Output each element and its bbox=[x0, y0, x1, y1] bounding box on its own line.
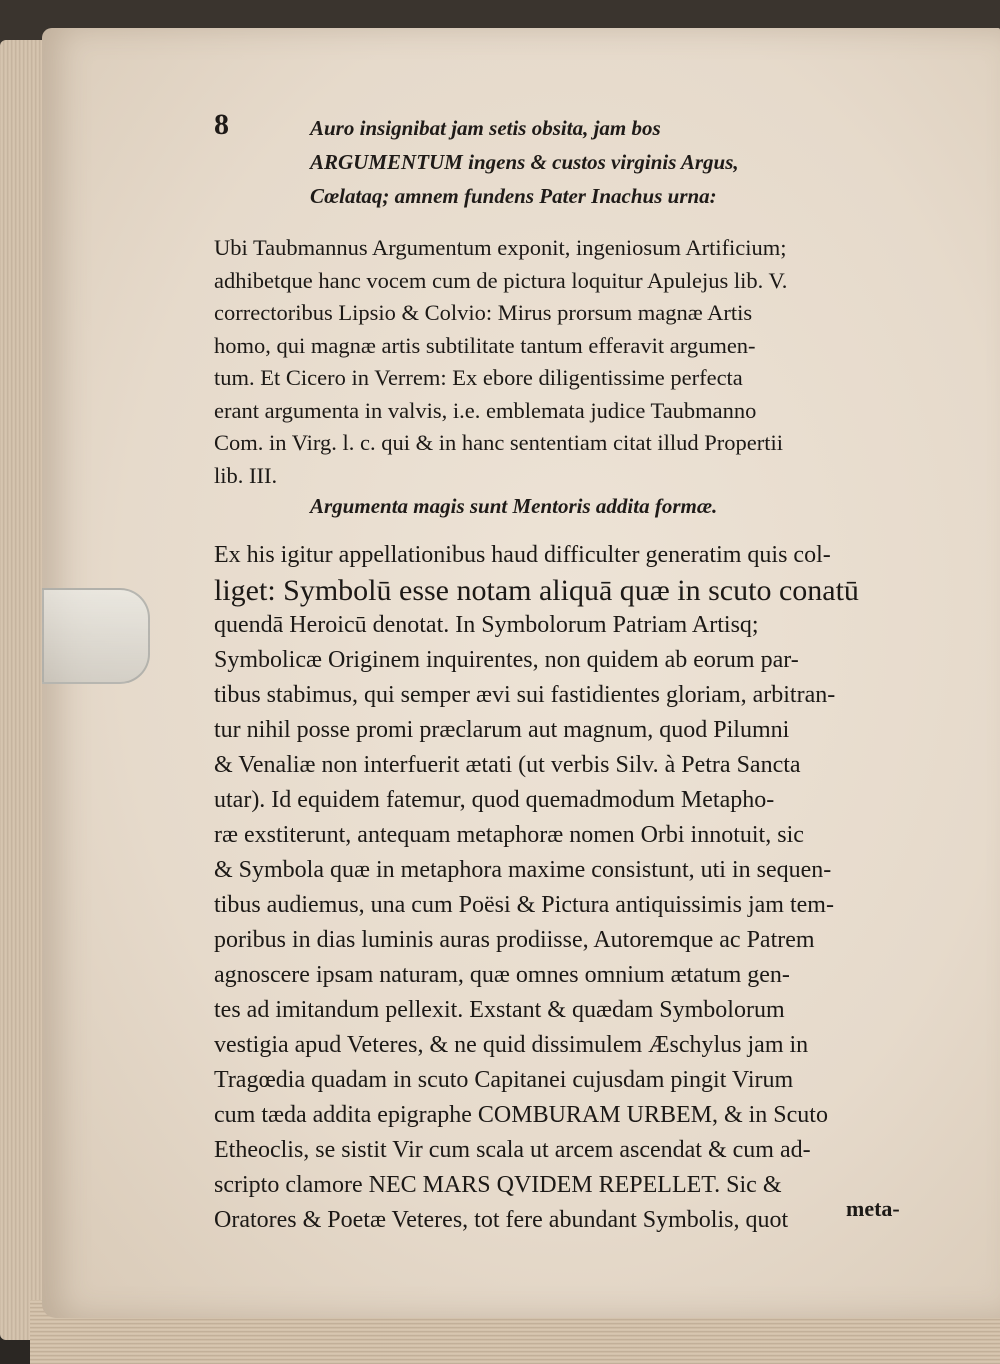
text-line: quendā Heroicū denotat. In Symbolorum Patriam Artisq; bbox=[214, 612, 759, 638]
text-line: adhibetque hanc vocem cum de pictura loquitur Apulejus lib. V. bbox=[214, 267, 788, 293]
page-clip bbox=[42, 588, 150, 684]
text-line: liget: Symbolū esse notam aliquā quæ in scuto conatū bbox=[214, 574, 859, 607]
text-line: tes ad imitandum pellexit. Exstant & quædam Symbolorum bbox=[214, 997, 785, 1023]
text-line: homo, qui magnæ artis subtilitate tantum efferavit argumen- bbox=[214, 332, 756, 358]
text-line: Ex his igitur appellationibus haud difficulter generatim quis col- bbox=[214, 542, 831, 568]
text-line: erant argumenta in valvis, i.e. emblemata judice Taubmanno bbox=[214, 397, 757, 423]
paragraph-1 bbox=[214, 232, 934, 492]
text-line: tibus stabimus, qui semper ævi sui fastidientes gloriam, arbitran- bbox=[214, 682, 836, 708]
text-line: vestigia apud Veteres, & ne quid dissimulem Æschylus jam in bbox=[214, 1032, 809, 1058]
paragraph-2 bbox=[214, 538, 934, 1238]
verse-line-3: Cœlataq; amnem fundens Pater Inachus urna: bbox=[310, 184, 717, 208]
catchword: meta- bbox=[846, 1196, 900, 1221]
text-line: scripto clamore NEC MARS QVIDEM REPELLET. Sic & bbox=[214, 1172, 782, 1198]
text-line: poribus in dias luminis auras prodiisse, Autoremque ac Patrem bbox=[214, 927, 815, 953]
verse-line-2: ARGUMENTUM ingens & custos virginis Argus, bbox=[310, 150, 739, 174]
text-line: Tragœdia quadam in scuto Capitanei cujusdam pingit Virum bbox=[214, 1067, 794, 1093]
text-line: Ubi Taubmannus Argumentum exponit, ingeniosum Artificium; bbox=[214, 235, 787, 260]
text-line: utar). Id equidem fatemur, quod quemadmodum Metapho- bbox=[214, 787, 775, 813]
verse-mid: Argumenta magis sunt Mentoris addita formæ. bbox=[310, 494, 718, 518]
text-line: tibus audiemus, una cum Poësi & Pictura antiquissimis jam tem- bbox=[214, 892, 834, 918]
text-line: lib. III. bbox=[214, 462, 278, 488]
text-line: tum. Et Cicero in Verrem: Ex ebore diligentissime perfecta bbox=[214, 365, 743, 390]
text-line: tur nihil posse promi præclarum aut magnum, quod Pilumni bbox=[214, 717, 790, 743]
text-line: Com. in Virg. l. c. qui & in hanc sententiam citat illud Propertii bbox=[214, 430, 783, 455]
text-line: correctoribus Lipsio & Colvio: Mirus prorsum magnæ Artis bbox=[214, 300, 753, 325]
verse-line-1: Auro insignibat jam setis obsita, jam bos bbox=[310, 116, 661, 140]
text-line: cum tæda addita epigraphe COMBURAM URBEM, & in Scuto bbox=[214, 1102, 828, 1128]
text-line: Oratores & Poetæ Veteres, tot fere abundant Symbolis, quot bbox=[214, 1207, 789, 1233]
text-line: agnoscere ipsam naturam, quæ omnes omnium ætatum gen- bbox=[214, 962, 790, 988]
text-line: ræ exstiterunt, antequam metaphoræ nomen Orbi innotuit, sic bbox=[214, 822, 804, 848]
text-line: Symbolicæ Originem inquirentes, non quidem ab eorum par- bbox=[214, 647, 799, 673]
page-number: 8 bbox=[214, 108, 229, 141]
text-line: & Symbola quæ in metaphora maxime consistunt, uti in sequen- bbox=[214, 857, 832, 883]
text-line: & Venaliæ non interfuerit ætati (ut verbis Silv. à Petra Sancta bbox=[214, 752, 801, 778]
text-line: Etheoclis, se sistit Vir cum scala ut arcem ascendat & cum ad- bbox=[214, 1137, 811, 1163]
